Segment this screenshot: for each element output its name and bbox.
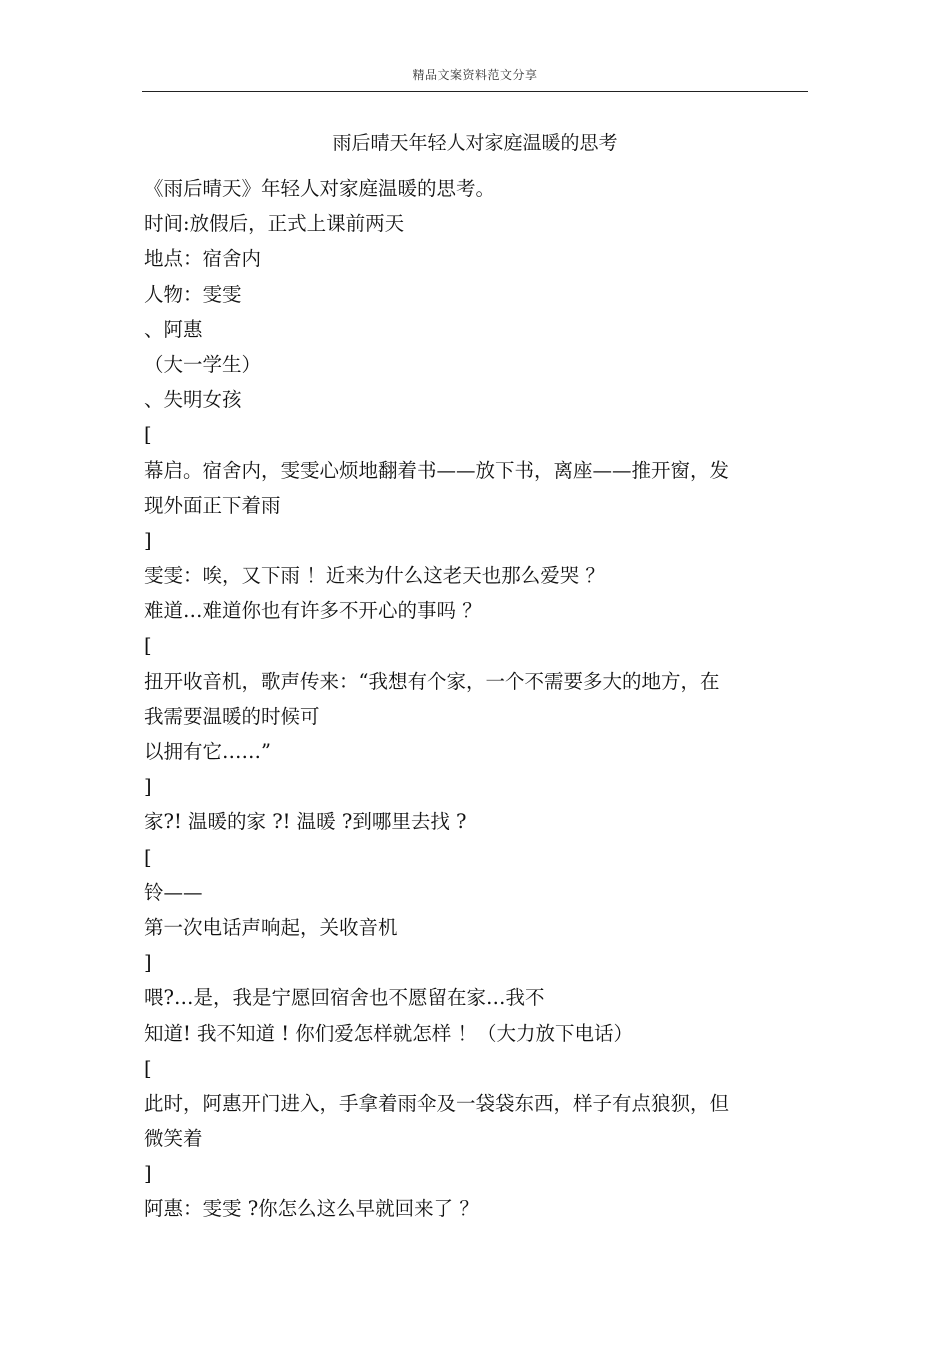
body-line: ] <box>144 775 152 799</box>
body-line: 第一次电话声响起，关收音机 <box>144 915 398 939</box>
body-line: 幕启。宿舍内，雯雯心烦地翻着书——放下书，离座——推开窗，发 <box>144 458 730 482</box>
body-line: [ <box>144 423 152 447</box>
body-line: 人物：雯雯 <box>144 282 242 306</box>
body-line: ] <box>144 528 152 552</box>
page-header: 精品文案资料范文分享 <box>412 68 538 82</box>
body-line: 喂?…是，我是宁愿回宿舍也不愿留在家…我不 <box>144 986 545 1010</box>
body-line: 难道…难道你也有许多不开心的事吗 ？ <box>144 599 482 623</box>
body-line: 、失明女孩 <box>144 388 242 412</box>
body-line: 我需要温暖的时候可 <box>144 704 320 728</box>
document-title: 雨后晴天年轻人对家庭温暖的思考 <box>332 132 618 154</box>
body-line: [ <box>144 845 152 869</box>
body-line: （大一学生） <box>144 352 262 376</box>
body-line: 阿惠：雯雯 ?你怎么这么早就回来了 ？ <box>144 1197 479 1221</box>
body-line: 知道! 我不知道 ! 你们爱怎样就怎样 ！（大力放下电话） <box>144 1021 633 1045</box>
body-line: 扭开收音机，歌声传来：“我想有个家，一个不需要多大的地方，在 <box>144 669 720 693</box>
body-line: 地点：宿舍内 <box>144 247 262 271</box>
body-line: 家?! 温暖的家 ?! 温暖 ?到哪里去找 ? <box>144 810 467 834</box>
body-line: 雯雯：唉，又下雨 ！近来为什么这老天也那么爱哭 ？ <box>144 564 605 588</box>
body-line: 铃—— <box>144 880 203 904</box>
body-line: 《雨后晴天》年轻人对家庭温暖的思考。 <box>144 177 496 200</box>
body-line: ] <box>144 1162 152 1186</box>
body-line: 微笑着 <box>144 1127 203 1151</box>
document-body <box>144 171 780 1227</box>
body-line: [ <box>144 634 152 658</box>
body-line: 以拥有它……” <box>144 740 271 763</box>
body-line: 此时，阿惠开门进入，手拿着雨伞及一袋袋东西，样子有点狼狈，但 <box>144 1091 730 1115</box>
body-line: [ <box>144 1056 152 1080</box>
body-line: ] <box>144 951 152 975</box>
body-line: 现外面正下着雨 <box>144 493 281 517</box>
body-line: 时间:放假后，正式上课前两天 <box>144 212 405 236</box>
header-divider <box>142 91 808 92</box>
body-line: 、阿惠 <box>144 317 203 341</box>
